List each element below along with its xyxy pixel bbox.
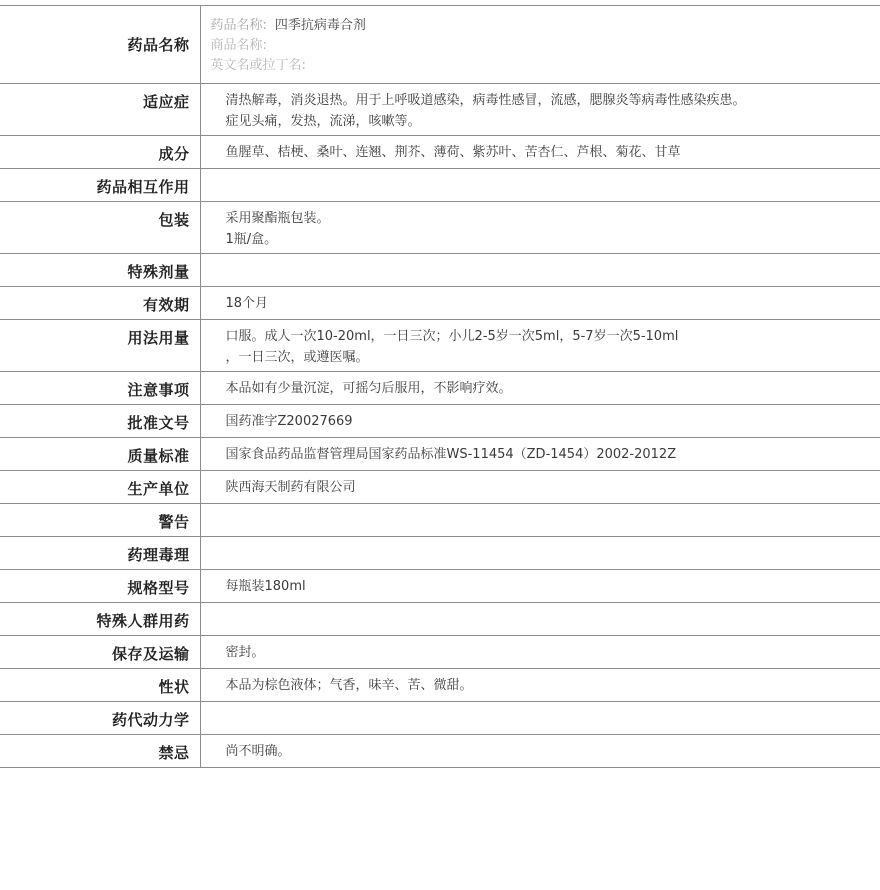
drug-name-key: 药品名称: — [210, 18, 267, 33]
packaging-line-2: 1瓶/盒。 — [225, 232, 278, 247]
row-value-special-dosage — [200, 254, 880, 287]
row-value-quality-standard — [200, 438, 880, 471]
row-value-specification — [200, 570, 880, 603]
row-special-dosage — [0, 254, 880, 287]
indications-line-1: 清热解毒，消炎退热。用于上呼吸道感染，病毒性感冒，流感，腮腺炎等病毒性感染疾患。 — [225, 93, 746, 108]
specification-text: 每瓶装180ml — [225, 579, 306, 594]
quality-standard-text: 国家食品药品监督管理局国家药品标准WS-11454（ZD-1454）2002-2012Z — [225, 447, 677, 462]
row-value-contraindications — [200, 735, 880, 768]
trade-name-line — [211, 36, 880, 56]
row-interactions — [0, 169, 880, 202]
row-label-special-dosage: 特殊剂量 — [0, 254, 200, 287]
packaging-line-1: 采用聚酯瓶包装。 — [225, 211, 330, 226]
row-storage — [0, 636, 880, 669]
row-label-approval-number: 批准文号 — [0, 405, 200, 438]
row-label-specification: 规格型号 — [0, 570, 200, 603]
row-label-shelf-life: 有效期 — [0, 287, 200, 320]
row-specification — [0, 570, 880, 603]
row-dosage — [0, 320, 880, 372]
row-indications — [0, 84, 880, 136]
row-label-interactions: 药品相互作用 — [0, 169, 200, 202]
manufacturer-text: 陕西海天制药有限公司 — [225, 480, 356, 495]
row-label-manufacturer: 生产单位 — [0, 471, 200, 504]
english-name-key: 英文名或拉丁名: — [210, 58, 306, 73]
row-precautions — [0, 372, 880, 405]
row-label-contraindications: 禁忌 — [0, 735, 200, 768]
dosage-line-1: 口服。成人一次10-20ml，一日三次；小儿2-5岁一次5ml，5-7岁一次5-10ml — [225, 329, 679, 344]
dosage-line-2: ，一日三次，或遵医嘱。 — [225, 350, 369, 365]
row-value-interactions — [200, 169, 880, 202]
row-label-special-populations: 特殊人群用药 — [0, 603, 200, 636]
row-approval-number — [0, 405, 880, 438]
drug-info-table — [0, 5, 880, 768]
drug-name-value: 四季抗病毒合剂 — [274, 18, 366, 33]
storage-text: 密封。 — [225, 645, 265, 660]
row-label-quality-standard: 质量标准 — [0, 438, 200, 471]
drug-name-line — [211, 16, 880, 36]
row-value-manufacturer — [200, 471, 880, 504]
drug-name-row — [0, 6, 880, 84]
precautions-text: 本品如有少量沉淀，可摇匀后服用，不影响疗效。 — [225, 381, 512, 396]
row-label-pharmacokinetics: 药代动力学 — [0, 702, 200, 735]
row-value-special-populations — [200, 603, 880, 636]
row-warning — [0, 504, 880, 537]
row-contraindications — [0, 735, 880, 768]
shelf-life-text: 18个月 — [225, 296, 269, 311]
row-value-packaging — [200, 202, 880, 254]
row-value-ingredients — [200, 136, 880, 169]
row-manufacturer — [0, 471, 880, 504]
ingredients-text: 鱼腥草、桔梗、桑叶、连翘、荆芥、薄荷、紫苏叶、苦杏仁、芦根、菊花、甘草 — [225, 145, 681, 160]
approval-number-text: 国药准字Z20027669 — [225, 414, 353, 429]
row-value-pharmacology — [200, 537, 880, 570]
row-packaging — [0, 202, 880, 254]
row-pharmacokinetics — [0, 702, 880, 735]
row-label-ingredients: 成分 — [0, 136, 200, 169]
row-quality-standard — [0, 438, 880, 471]
row-pharmacology — [0, 537, 880, 570]
row-value-warning — [200, 504, 880, 537]
drug-name-cell — [200, 6, 880, 84]
row-value-description — [200, 669, 880, 702]
row-label-dosage: 用法用量 — [0, 320, 200, 372]
contraindications-text: 尚不明确。 — [225, 744, 291, 759]
english-name-line — [211, 56, 880, 76]
trade-name-key: 商品名称: — [210, 38, 267, 53]
row-ingredients — [0, 136, 880, 169]
row-label-indications: 适应症 — [0, 84, 200, 136]
row-label-description: 性状 — [0, 669, 200, 702]
row-value-dosage — [200, 320, 880, 372]
row-value-indications — [200, 84, 880, 136]
row-label-precautions: 注意事项 — [0, 372, 200, 405]
row-shelf-life — [0, 287, 880, 320]
indications-line-2: 症见头痛，发热，流涕，咳嗽等。 — [225, 114, 421, 129]
row-value-storage — [200, 636, 880, 669]
row-value-shelf-life — [200, 287, 880, 320]
row-label-pharmacology: 药理毒理 — [0, 537, 200, 570]
row-label-drug-name: 药品名称 — [0, 6, 200, 84]
row-description — [0, 669, 880, 702]
row-label-storage: 保存及运输 — [0, 636, 200, 669]
row-value-approval-number — [200, 405, 880, 438]
row-value-pharmacokinetics — [200, 702, 880, 735]
row-label-warning: 警告 — [0, 504, 200, 537]
row-special-populations — [0, 603, 880, 636]
row-label-packaging: 包装 — [0, 202, 200, 254]
row-value-precautions — [200, 372, 880, 405]
description-text: 本品为棕色液体；气香，味辛、苦、微甜。 — [225, 678, 473, 693]
